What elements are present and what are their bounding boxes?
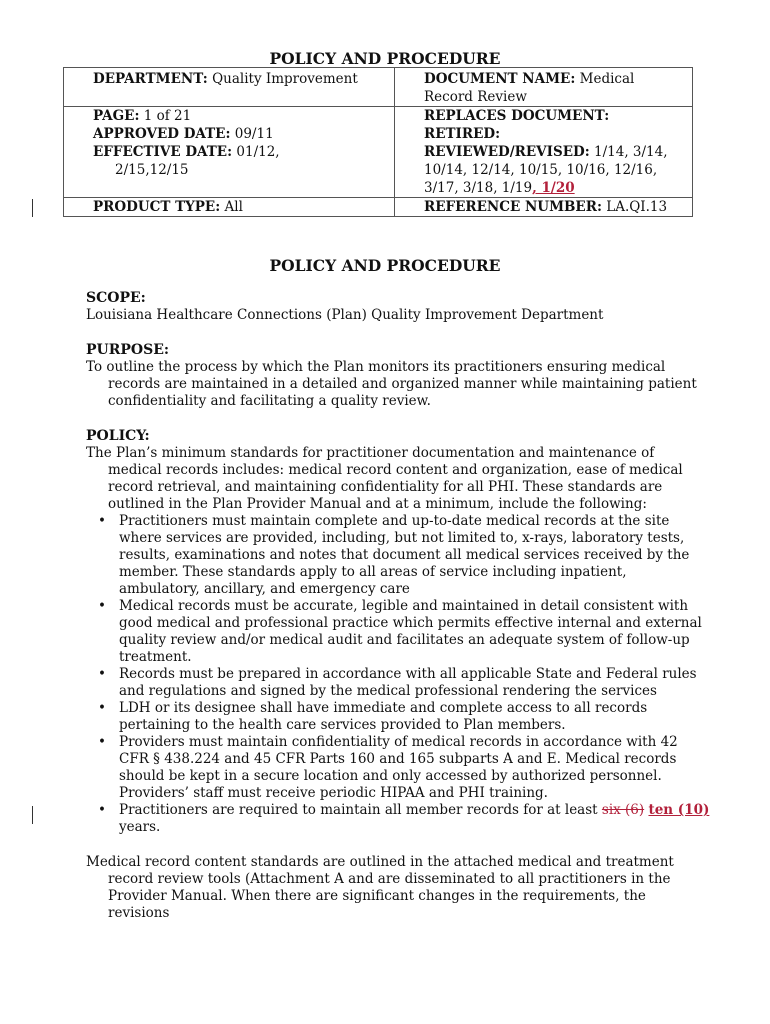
- list-item: • Practitioners are required to maintain all member records for at least six (6) ten (10) years.: [98, 802, 710, 835]
- document-name-label: DOCUMENT NAME:: [424, 71, 576, 87]
- reviewed-cell: [395, 143, 693, 198]
- policy-body: [86, 290, 711, 922]
- list-item: • Practitioners must maintain complete and up-to-date medical records at the site where services are provided, including, but not limited to, x-rays, laboratory tests, results, examinations and notes that document all medical services received by the member. These standards apply to all areas of service including inpatient, ambulatory, ancillary, and emergency care: [98, 513, 690, 597]
- policy-intro: The Plan’s minimum standards for practitioner documentation and maintenance of medical records includes: medical record content and organization, ease of medical record retrieval, and maintaining confidentiality for all PHI. These standards are outlined in the Plan Provider Manual and at a minimum, include the following:: [86, 445, 683, 512]
- document-name-cell: [395, 68, 693, 107]
- revision-bar: [32, 199, 33, 217]
- department-label: DEPARTMENT:: [93, 71, 208, 87]
- reviewed-inserted-revision: , 1/20: [532, 180, 575, 196]
- department-value: Quality Improvement: [212, 71, 358, 87]
- page-cell: [64, 107, 395, 126]
- replaces-cell: [395, 107, 693, 126]
- approved-label: APPROVED DATE:: [93, 126, 231, 142]
- inserted-text: ten (10): [648, 802, 710, 818]
- deleted-text: six (6): [601, 802, 645, 818]
- section-title: POLICY AND PROCEDURE: [269, 256, 501, 275]
- product-type-cell: [64, 198, 395, 217]
- scope-heading: SCOPE:: [86, 290, 146, 306]
- effective-cell: [64, 143, 395, 198]
- scope-text: Louisiana Healthcare Connections (Plan) Quality Improvement Department: [86, 307, 604, 323]
- purpose-heading: PURPOSE:: [86, 342, 170, 358]
- list-item: • Records must be prepared in accordance with all applicable State and Federal rules and regulations and signed by the medical professional rendering the services: [98, 666, 697, 699]
- replaces-label: REPLACES DOCUMENT:: [424, 108, 610, 124]
- effective-label: EFFECTIVE DATE:: [93, 144, 233, 160]
- page-title: POLICY AND PROCEDURE: [269, 49, 501, 68]
- policy-bullet-list: [86, 513, 711, 836]
- page-label: PAGE:: [93, 108, 140, 124]
- list-item: • Providers must maintain confidentiality of medical records in accordance with 42 CFR § 438.224 and 45 CFR Parts 160 and 165 subparts A and E. Medical records should be kept in a secure location and only accessed by authorized personnel. Providers’ staff must receive periodic HIPAA and PHI training.: [98, 734, 678, 801]
- reviewed-label: REVIEWED/REVISED:: [424, 144, 590, 160]
- reference-label: REFERENCE NUMBER:: [424, 199, 602, 215]
- reference-value: LA.QI.13: [606, 199, 668, 215]
- policy-heading: POLICY:: [86, 428, 150, 444]
- retired-label: RETIRED:: [424, 126, 501, 142]
- product-type-label: PRODUCT TYPE:: [93, 199, 221, 215]
- reviewed-value: 1/14, 3/14, 10/14, 12/14, 10/15, 10/16, 12/16, 3/17, 3/18, 1/19: [424, 144, 668, 196]
- department-cell: [64, 68, 395, 107]
- revision-bar: [32, 806, 33, 824]
- product-type-value: All: [224, 199, 243, 215]
- document-header-table: [63, 67, 693, 217]
- content-standards-text: Medical record content standards are outlined in the attached medical and treatment record review tools (Attachment A and are disseminated to all practitioners in the Provider Manual. When there are significant changes in the requirements, the revisions: [86, 854, 674, 921]
- effective-value-cont: 2/15,12/15: [115, 162, 189, 178]
- effective-value: 01/12,: [236, 144, 280, 160]
- approved-cell: [64, 125, 395, 143]
- list-item: • Medical records must be accurate, legible and maintained in detail consistent with good medical and professional practice which permits effective internal and external quality review and/or medical audit and facilitates an adequate system of follow-up treatment.: [98, 598, 702, 665]
- purpose-text: To outline the process by which the Plan monitors its practitioners ensuring medical records are maintained in a detailed and organized manner while maintaining patient confidentiality and facilitating a quality review.: [86, 359, 697, 409]
- approved-value: 09/11: [234, 126, 274, 142]
- page-value: 1 of 21: [143, 108, 192, 124]
- reference-cell: [395, 198, 693, 217]
- retired-cell: [395, 125, 693, 143]
- document-name-value: Medical Record Review: [424, 71, 635, 105]
- list-item: • LDH or its designee shall have immediate and complete access to all records pertaining to the health care services provided to Plan members.: [98, 700, 648, 733]
